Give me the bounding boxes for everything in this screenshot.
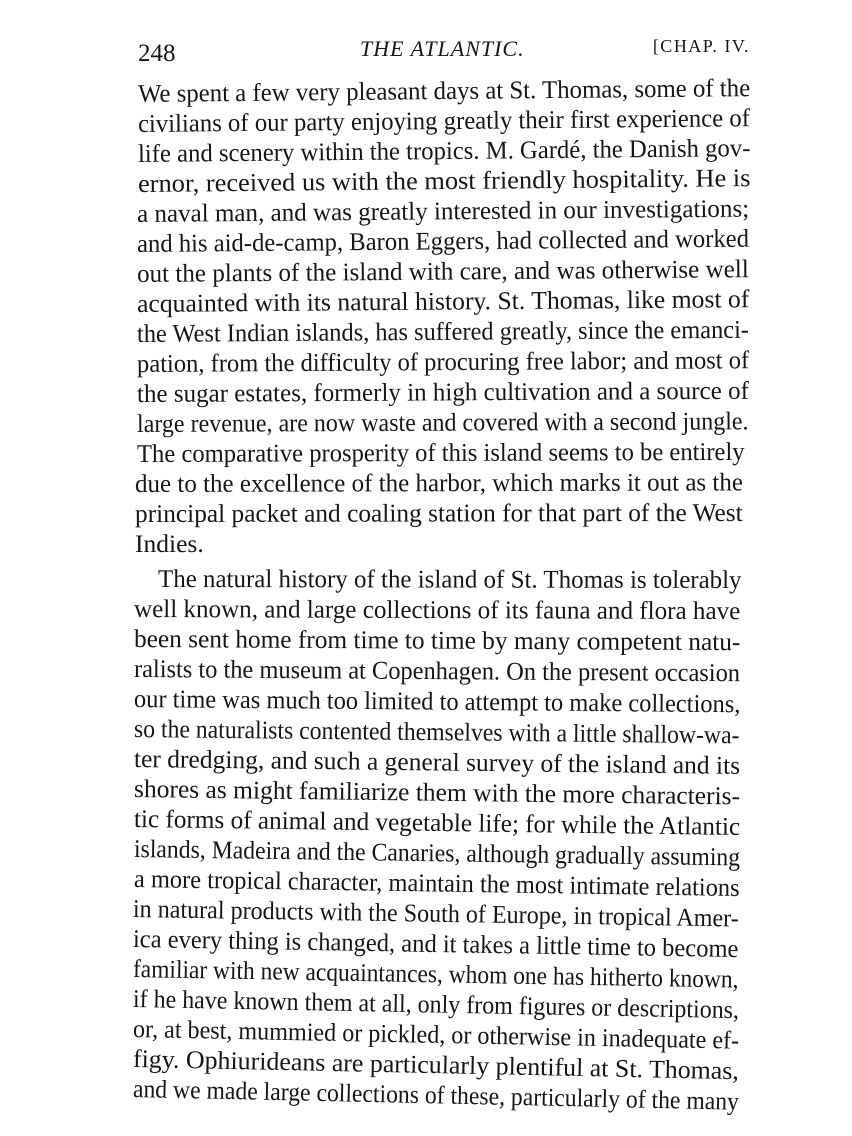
text-line: islands, Madeira and the Canaries, although gradually assuming <box>133 834 741 872</box>
text-line: the West Indian islands, has suffered greatly, since the emanci- <box>136 314 750 348</box>
text-line: familiar with new acquaintances, whom one has hitherto known, <box>132 954 739 994</box>
text-line: shores as might familiarize them with the more characteris- <box>133 774 741 811</box>
text-line: and his aid-de-camp, Baron Eggers, had collected and worked <box>136 223 750 258</box>
running-title: THE ATLANTIC. <box>360 36 525 61</box>
text-line: or, at best, mummied or pickled, or otherwise in inadequate ef- <box>132 1014 740 1055</box>
text-line: The comparative prosperity of this island seems to be entirely <box>136 436 745 468</box>
text-line: We spent a few very pleasant days at St. Thomas, some of the <box>137 73 751 108</box>
text-line: so the naturalists contented themselves with a little shallow-wa- <box>133 714 740 750</box>
page-number: 248 <box>138 40 176 67</box>
text-line: pation, from the difficulty of procuring free labor; and most of <box>136 345 750 378</box>
text-line: been sent home from time to time by many competent natu- <box>133 624 741 657</box>
text-line: large revenue, are now waste and covered with a second jungle. <box>136 406 749 438</box>
text-line: principal packet and coaling station for that part of the West <box>134 497 743 528</box>
text-line: well known, and large collections of its fauna and flora have <box>133 594 741 626</box>
text-line: due to the excellence of the harbor, which marks it out as the <box>134 467 743 498</box>
text-line: ralists to the museum at Copenhagen. On the present occasion <box>133 654 741 688</box>
text-line: a more tropical character, maintain the most intimate relations <box>133 864 740 902</box>
text-line: life and scenery within the tropics. M. Gardé, the Danish gov- <box>137 133 751 168</box>
text-line: Indies. <box>135 529 204 558</box>
text-line: out the plants of the island with care, and was otherwise well <box>136 254 749 288</box>
text-line: ter dredging, and such a general survey of the island and its <box>133 744 741 780</box>
text-line: the sugar estates, formerly in high cultivation and a source of <box>136 375 749 408</box>
text-line: tic forms of animal and vegetable life; for while the Atlantic <box>133 804 741 841</box>
text-line: ica every thing is changed, and it takes a little time to become <box>132 924 739 964</box>
text-line: our time was much too limited to attempt to make collections, <box>133 684 741 719</box>
text-line: and we made large collections of these, particularly of the many <box>132 1074 740 1116</box>
text-line: acquainted with its natural history. St. Thomas, like most of <box>136 284 750 318</box>
text-line: if he have known them at all, only from figures or descriptions, <box>132 984 740 1025</box>
text-line: figy. Ophiurideans are particularly plentiful at St. Thomas, <box>132 1044 740 1086</box>
text-line: a naval man, and was greatly interested in our investigations; <box>136 193 750 228</box>
text-line: in natural products with the South of Europe, in tropical Amer- <box>132 894 739 933</box>
text-line: The natural history of the island of St. Thomas is tolerably <box>157 564 742 595</box>
chapter-reference: [CHAP. IV. <box>652 36 750 56</box>
text-line: ernor, received us with the most friendly hospitality. He is <box>137 163 751 198</box>
text-line: civilians of our party enjoying greatly their first experience of <box>137 103 751 138</box>
